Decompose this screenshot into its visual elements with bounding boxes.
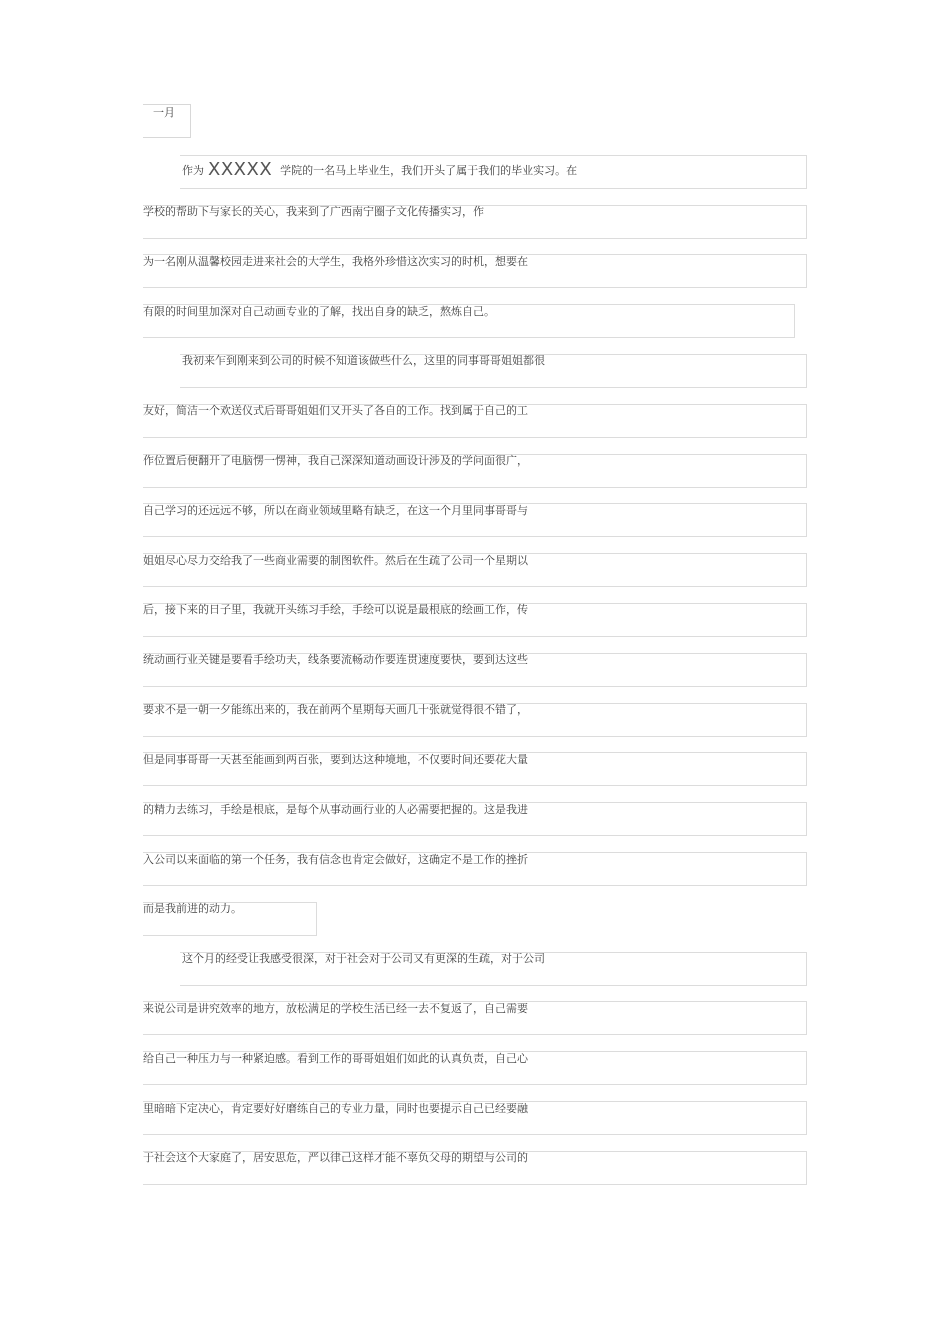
line-prefix: 作为 bbox=[182, 164, 204, 177]
paragraph-line: 这个月的经受让我感受很深，对于社会对于公司又有更深的生疏，对于公司 bbox=[182, 952, 545, 965]
paragraph-line: 而是我前进的动力。 bbox=[143, 902, 242, 915]
paragraph-line: 姐姐尽心尽力交给我了一些商业需要的制图软件。然后在生疏了公司一个星期以 bbox=[143, 554, 528, 567]
paragraph-line: 于社会这个大家庭了，居安思危，严以律己这样才能不辜负父母的期望与公司的 bbox=[143, 1151, 528, 1164]
school-name-placeholder: XXXXX bbox=[208, 159, 273, 180]
paragraph-line bbox=[182, 159, 578, 180]
paragraph-line: 我初来乍到刚来到公司的时候不知道该做些什么，这里的同事哥哥姐姐都很 bbox=[182, 354, 545, 367]
paragraph-line: 里暗暗下定决心，肯定要好好磨练自己的专业力量，同时也要提示自己已经要融 bbox=[143, 1102, 528, 1115]
paragraph-line: 作位置后便翻开了电脑愣一愣神，我自己深深知道动画设计涉及的学问面很广， bbox=[143, 454, 528, 467]
paragraph-line: 要求不是一朝一夕能练出来的，我在前两个星期每天画几十张就觉得很不错了， bbox=[143, 703, 528, 716]
paragraph-line: 自己学习的还远远不够，所以在商业领域里略有缺乏，在这一个月里同事哥哥与 bbox=[143, 504, 528, 517]
paragraph-line: 有限的时间里加深对自己动画专业的了解，找出自身的缺乏，熬炼自己。 bbox=[143, 305, 495, 318]
paragraph-line: 为一名刚从温馨校园走进来社会的大学生，我格外珍惜这次实习的时机，想要在 bbox=[143, 255, 528, 268]
paragraph-line: 统动画行业关键是要看手绘功夫，线条要流畅动作要连贯速度要快，要到达这些 bbox=[143, 653, 528, 666]
paragraph-line: 给自己一种压力与一种紧迫感。看到工作的哥哥姐姐们如此的认真负责，自己心 bbox=[143, 1052, 528, 1065]
paragraph-line: 来说公司是讲究效率的地方，放松满足的学校生活已经一去不复返了，自己需要 bbox=[143, 1002, 528, 1015]
paragraph-line: 但是同事哥哥一天甚至能画到两百张，要到达这种境地，不仅要时间还要花大量 bbox=[143, 753, 528, 766]
paragraph-line: 入公司以来面临的第一个任务，我有信念也肯定会做好，这确定不是工作的挫折 bbox=[143, 853, 528, 866]
line-suffix: 学院的一名马上毕业生，我们开头了属于我们的毕业实习。在 bbox=[280, 164, 578, 177]
paragraph-line: 友好，简洁一个欢送仪式后哥哥姐姐们又开头了各自的工作。找到属于自己的工 bbox=[143, 404, 528, 417]
month-heading: 一月 bbox=[153, 106, 175, 119]
paragraph-line: 的精力去练习，手绘是根底，是每个从事动画行业的人必需要把握的。这是我进 bbox=[143, 803, 528, 816]
paragraph-line: 后，接下来的日子里，我就开头练习手绘，手绘可以说是最根底的绘画工作，传 bbox=[143, 603, 528, 616]
paragraph-line: 学校的帮助下与家长的关心，我来到了广西南宁圈子文化传播实习，作 bbox=[143, 205, 484, 218]
